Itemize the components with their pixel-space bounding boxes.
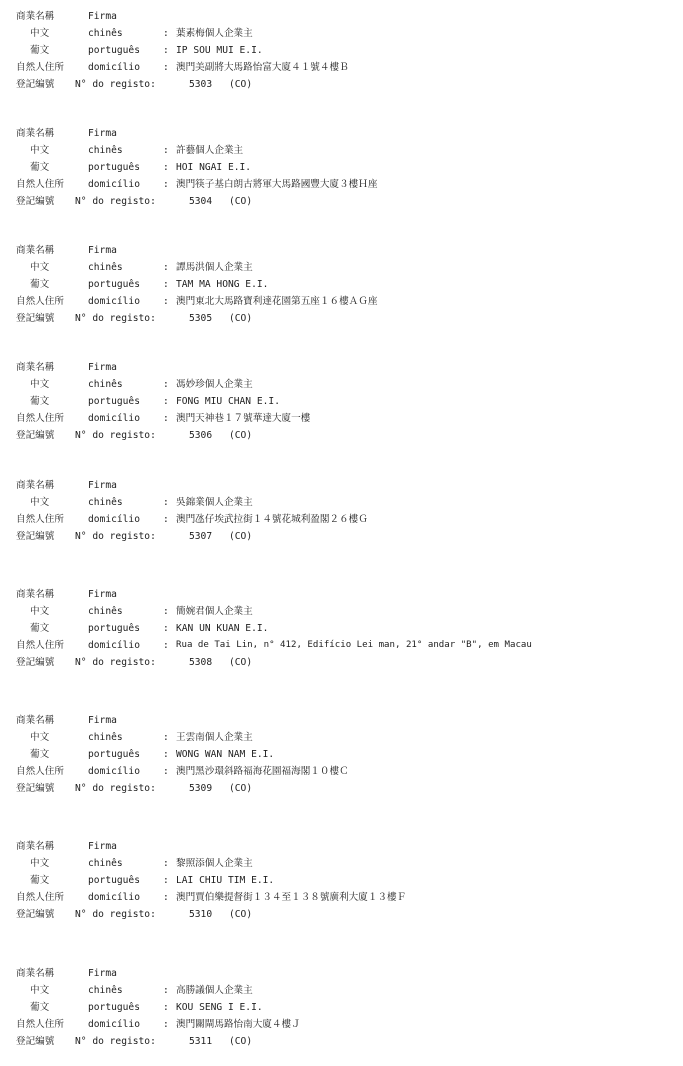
chinese-label-zh: 中文 <box>30 497 50 508</box>
registration-label-zh: 登記編號 <box>16 531 55 542</box>
registration-label-pt: N° do registo: <box>75 430 156 441</box>
domicile-label-pt: domicílio <box>88 640 140 651</box>
firm-label-zh: 商業名稱 <box>16 480 55 491</box>
registration-code: (CO) <box>229 196 253 207</box>
registration-label-zh: 登記編號 <box>16 657 55 668</box>
firm-header-line <box>0 712 683 729</box>
firm-header-line <box>0 359 683 376</box>
registration-label-pt: N° do registo: <box>75 79 156 90</box>
chinese-name-line <box>0 376 683 393</box>
domicile-line <box>0 59 683 76</box>
colon: : <box>163 262 169 273</box>
registration-line <box>0 310 683 327</box>
registration-code: (CO) <box>229 531 253 542</box>
domicile-address: Rua de Tai Lin, n° 412, Edifício Lei man, 21° andar "B", em Macau <box>176 640 532 650</box>
domicile-line <box>0 410 683 427</box>
firm-label-zh: 商業名稱 <box>16 715 55 726</box>
colon: : <box>163 145 169 156</box>
registration-code: (CO) <box>229 1036 253 1047</box>
firm-name-chinese: 吳錦業個人企業主 <box>176 497 253 508</box>
firm-label-zh: 商業名稱 <box>16 11 55 22</box>
firm-name-portuguese: TAM MA HONG E.I. <box>176 279 269 290</box>
colon: : <box>163 766 169 777</box>
firm-header-line <box>0 8 683 25</box>
chinese-label-zh: 中文 <box>30 732 50 743</box>
colon: : <box>163 1019 169 1030</box>
portuguese-label-pt: português <box>88 45 140 56</box>
registration-record <box>0 477 683 545</box>
portuguese-name-line <box>0 872 683 889</box>
domicile-label-zh: 自然人住所 <box>16 514 64 525</box>
domicile-address: 澳門天神巷１７號華達大廈一樓 <box>176 413 311 424</box>
firm-label-zh: 商業名稱 <box>16 841 55 852</box>
colon: : <box>163 858 169 869</box>
firm-label-pt: Firma <box>88 245 117 256</box>
firm-header-line <box>0 965 683 982</box>
colon: : <box>163 875 169 886</box>
registration-label-pt: N° do registo: <box>75 1036 156 1047</box>
chinese-label-zh: 中文 <box>30 145 50 156</box>
registration-label-pt: N° do registo: <box>75 909 156 920</box>
chinese-name-line <box>0 603 683 620</box>
portuguese-name-line <box>0 999 683 1016</box>
chinese-label-pt: chinês <box>88 379 123 390</box>
colon: : <box>163 62 169 73</box>
registration-label-zh: 登記編號 <box>16 313 55 324</box>
chinese-name-line <box>0 494 683 511</box>
portuguese-name-line <box>0 746 683 763</box>
firm-label-pt: Firma <box>88 841 117 852</box>
domicile-label-zh: 自然人住所 <box>16 1019 64 1030</box>
domicile-label-pt: domicílio <box>88 413 140 424</box>
portuguese-label-pt: português <box>88 396 140 407</box>
firm-header-line <box>0 242 683 259</box>
domicile-address: 澳門黑沙環斜路福海花園福海閣１０樓Ｃ <box>176 766 349 777</box>
registration-record <box>0 359 683 444</box>
portuguese-label-zh: 葡文 <box>30 396 50 407</box>
domicile-address: 澳門關閘馬路怡南大廈４樓Ｊ <box>176 1019 301 1030</box>
registration-number: 5305 <box>189 313 213 324</box>
portuguese-label-pt: português <box>88 1002 140 1013</box>
registration-number: 5309 <box>189 783 213 794</box>
domicile-address: 澳門美副將大馬路怡富大廈４１號４樓Ｂ <box>176 62 349 73</box>
domicile-address: 澳門賈伯樂提督街１３４至１３８號廣利大廈１３樓Ｆ <box>176 892 407 903</box>
chinese-label-zh: 中文 <box>30 858 50 869</box>
registration-line <box>0 1033 683 1050</box>
portuguese-label-pt: português <box>88 749 140 760</box>
firm-header-line <box>0 125 683 142</box>
colon: : <box>163 413 169 424</box>
portuguese-name-line <box>0 393 683 410</box>
portuguese-label-zh: 葡文 <box>30 623 50 634</box>
registration-number: 5310 <box>189 909 213 920</box>
registration-line <box>0 906 683 923</box>
registration-record <box>0 838 683 923</box>
registration-line <box>0 654 683 671</box>
portuguese-label-zh: 葡文 <box>30 749 50 760</box>
registration-code: (CO) <box>229 783 253 794</box>
colon: : <box>163 985 169 996</box>
chinese-label-pt: chinês <box>88 145 123 156</box>
registration-number: 5308 <box>189 657 213 668</box>
colon: : <box>163 497 169 508</box>
colon: : <box>163 179 169 190</box>
firm-name-portuguese: KAN UN KUAN E.I. <box>176 623 269 634</box>
registration-label-pt: N° do registo: <box>75 783 156 794</box>
domicile-label-zh: 自然人住所 <box>16 640 64 651</box>
registration-record <box>0 8 683 93</box>
registration-code: (CO) <box>229 909 253 920</box>
firm-name-portuguese: FONG MIU CHAN E.I. <box>176 396 280 407</box>
chinese-label-zh: 中文 <box>30 28 50 39</box>
registration-label-zh: 登記編號 <box>16 196 55 207</box>
registration-label-pt: N° do registo: <box>75 196 156 207</box>
portuguese-label-zh: 葡文 <box>30 279 50 290</box>
domicile-label-pt: domicílio <box>88 296 140 307</box>
firm-header-line <box>0 838 683 855</box>
colon: : <box>163 28 169 39</box>
chinese-label-pt: chinês <box>88 858 123 869</box>
domicile-line <box>0 889 683 906</box>
firm-name-chinese: 王雲南個人企業主 <box>176 732 253 743</box>
registration-label-zh: 登記編號 <box>16 783 55 794</box>
firm-header-line <box>0 477 683 494</box>
firm-label-pt: Firma <box>88 589 117 600</box>
registration-label-zh: 登記編號 <box>16 79 55 90</box>
firm-label-pt: Firma <box>88 968 117 979</box>
colon: : <box>163 1002 169 1013</box>
firm-name-chinese: 葉素梅個人企業主 <box>176 28 253 39</box>
firm-label-zh: 商業名稱 <box>16 362 55 373</box>
colon: : <box>163 623 169 634</box>
portuguese-label-zh: 葡文 <box>30 875 50 886</box>
colon: : <box>163 296 169 307</box>
registration-number: 5311 <box>189 1036 213 1047</box>
registration-code: (CO) <box>229 430 253 441</box>
registration-record <box>0 965 683 1050</box>
registration-label-zh: 登記編號 <box>16 430 55 441</box>
domicile-label-zh: 自然人住所 <box>16 179 64 190</box>
domicile-line <box>0 293 683 310</box>
firm-name-portuguese: KOU SENG I E.I. <box>176 1002 263 1013</box>
portuguese-label-zh: 葡文 <box>30 1002 50 1013</box>
colon: : <box>163 640 169 651</box>
firm-label-pt: Firma <box>88 11 117 22</box>
colon: : <box>163 279 169 290</box>
portuguese-name-line <box>0 276 683 293</box>
chinese-name-line <box>0 142 683 159</box>
registration-record <box>0 125 683 210</box>
domicile-label-zh: 自然人住所 <box>16 892 64 903</box>
registration-label-pt: N° do registo: <box>75 531 156 542</box>
chinese-label-pt: chinês <box>88 985 123 996</box>
registration-label-pt: N° do registo: <box>75 313 156 324</box>
domicile-label-zh: 自然人住所 <box>16 62 64 73</box>
firm-label-pt: Firma <box>88 128 117 139</box>
chinese-name-line <box>0 25 683 42</box>
chinese-label-pt: chinês <box>88 262 123 273</box>
colon: : <box>163 892 169 903</box>
chinese-label-zh: 中文 <box>30 606 50 617</box>
firm-name-chinese: 許藝個人企業主 <box>176 145 244 156</box>
firm-name-portuguese: WONG WAN NAM E.I. <box>176 749 275 760</box>
registration-number: 5304 <box>189 196 213 207</box>
domicile-address: 澳門氹仔埃武拉街１４號花城利盈閣２６樓Ｇ <box>176 514 368 525</box>
domicile-label-zh: 自然人住所 <box>16 413 64 424</box>
firm-label-zh: 商業名稱 <box>16 589 55 600</box>
domicile-line <box>0 511 683 528</box>
firm-label-pt: Firma <box>88 362 117 373</box>
chinese-label-pt: chinês <box>88 28 123 39</box>
registration-record <box>0 242 683 327</box>
portuguese-label-zh: 葡文 <box>30 162 50 173</box>
firm-name-portuguese: IP SOU MUI E.I. <box>176 45 263 56</box>
registration-code: (CO) <box>229 79 253 90</box>
portuguese-name-line <box>0 159 683 176</box>
registration-label-zh: 登記編號 <box>16 1036 55 1047</box>
domicile-label-pt: domicílio <box>88 892 140 903</box>
firm-name-portuguese: LAI CHIU TIM E.I. <box>176 875 275 886</box>
portuguese-name-line <box>0 620 683 637</box>
chinese-label-pt: chinês <box>88 606 123 617</box>
registration-number: 5307 <box>189 531 213 542</box>
chinese-label-zh: 中文 <box>30 985 50 996</box>
firm-label-zh: 商業名稱 <box>16 245 55 256</box>
registration-label-zh: 登記編號 <box>16 909 55 920</box>
domicile-label-zh: 自然人住所 <box>16 766 64 777</box>
domicile-label-pt: domicílio <box>88 1019 140 1030</box>
chinese-label-zh: 中文 <box>30 262 50 273</box>
domicile-line <box>0 763 683 780</box>
domicile-address: 澳門東北大馬路寶利達花園第五座１６樓ＡＧ座 <box>176 296 378 307</box>
firm-header-line <box>0 586 683 603</box>
registration-label-pt: N° do registo: <box>75 657 156 668</box>
firm-name-portuguese: HOI NGAI E.I. <box>176 162 252 173</box>
registration-line <box>0 193 683 210</box>
firm-label-pt: Firma <box>88 480 117 491</box>
chinese-name-line <box>0 729 683 746</box>
registration-record <box>0 712 683 797</box>
firm-label-zh: 商業名稱 <box>16 128 55 139</box>
portuguese-label-pt: português <box>88 162 140 173</box>
colon: : <box>163 162 169 173</box>
colon: : <box>163 732 169 743</box>
firm-name-chinese: 黎照添個人企業主 <box>176 858 253 869</box>
domicile-label-pt: domicílio <box>88 514 140 525</box>
domicile-label-pt: domicílio <box>88 179 140 190</box>
firm-label-pt: Firma <box>88 715 117 726</box>
registration-code: (CO) <box>229 657 253 668</box>
registration-number: 5306 <box>189 430 213 441</box>
firm-name-chinese: 譚馬洪個人企業主 <box>176 262 253 273</box>
registration-line <box>0 528 683 545</box>
domicile-line <box>0 1016 683 1033</box>
portuguese-label-pt: português <box>88 875 140 886</box>
colon: : <box>163 606 169 617</box>
firm-name-chinese: 馮妙珍個人企業主 <box>176 379 253 390</box>
colon: : <box>163 396 169 407</box>
colon: : <box>163 514 169 525</box>
colon: : <box>163 379 169 390</box>
registration-number: 5303 <box>189 79 213 90</box>
registration-line <box>0 780 683 797</box>
colon: : <box>163 749 169 760</box>
domicile-address: 澳門筷子基白朗古將軍大馬路國豐大廈３樓Ｈ座 <box>176 179 378 190</box>
firm-name-chinese: 簡婉君個人企業主 <box>176 606 253 617</box>
domicile-line <box>0 176 683 193</box>
colon: : <box>163 45 169 56</box>
chinese-label-pt: chinês <box>88 497 123 508</box>
registration-line <box>0 427 683 444</box>
registration-record <box>0 586 683 671</box>
firm-label-zh: 商業名稱 <box>16 968 55 979</box>
registration-code: (CO) <box>229 313 253 324</box>
domicile-label-pt: domicílio <box>88 62 140 73</box>
domicile-label-pt: domicílio <box>88 766 140 777</box>
portuguese-name-line <box>0 42 683 59</box>
chinese-label-zh: 中文 <box>30 379 50 390</box>
chinese-name-line <box>0 855 683 872</box>
firm-name-chinese: 高勝議個人企業主 <box>176 985 253 996</box>
registration-line <box>0 76 683 93</box>
chinese-name-line <box>0 259 683 276</box>
portuguese-label-zh: 葡文 <box>30 45 50 56</box>
chinese-name-line <box>0 982 683 999</box>
domicile-line <box>0 637 683 654</box>
chinese-label-pt: chinês <box>88 732 123 743</box>
portuguese-label-pt: português <box>88 623 140 634</box>
portuguese-label-pt: português <box>88 279 140 290</box>
domicile-label-zh: 自然人住所 <box>16 296 64 307</box>
